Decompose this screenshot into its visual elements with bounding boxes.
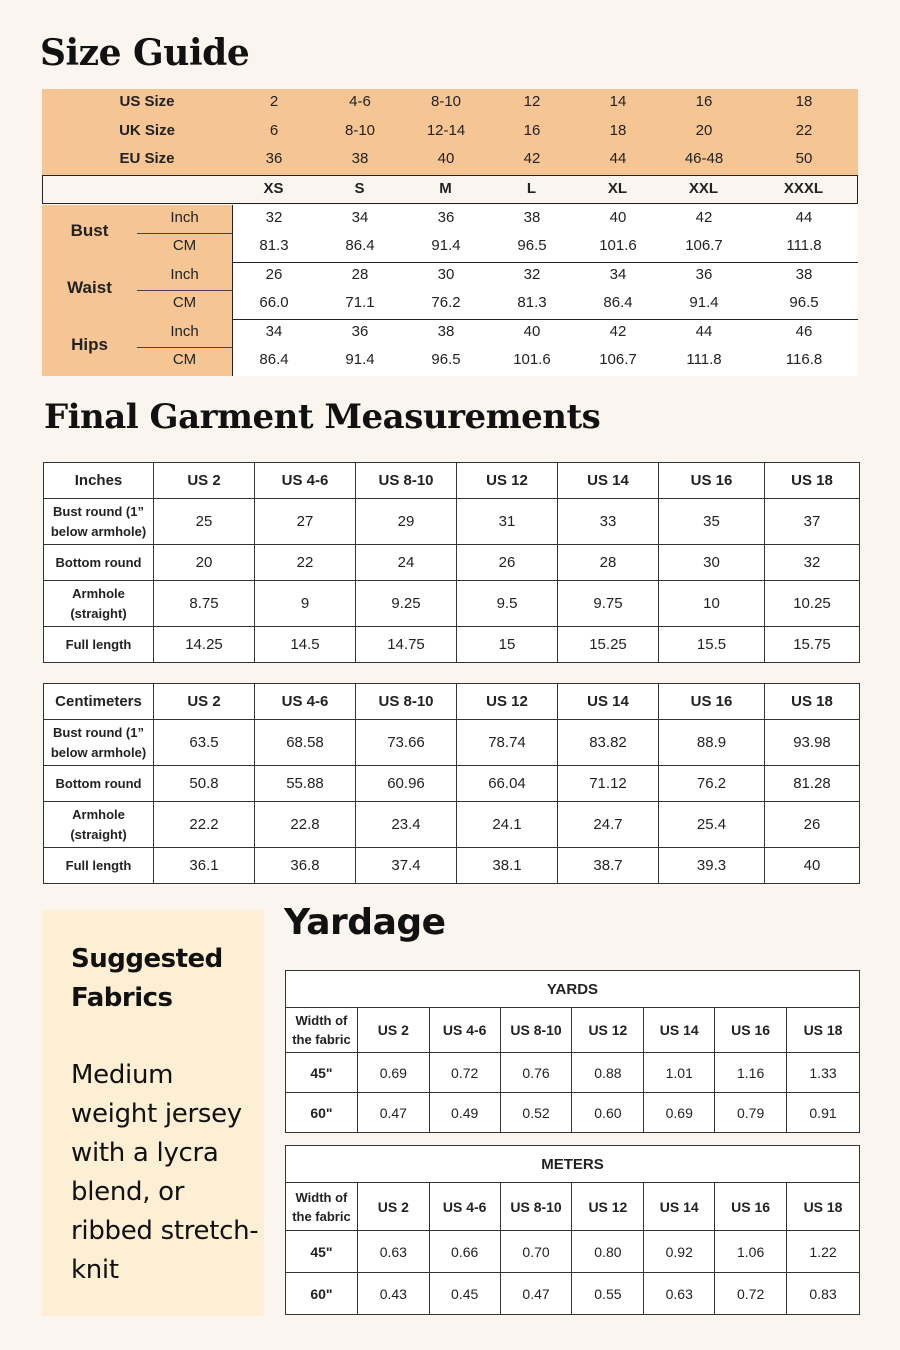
yardage-value: 0.80	[572, 1231, 644, 1273]
cm-value: 111.8	[686, 351, 722, 368]
measurement-value: 88.9	[659, 720, 765, 766]
width-of-fabric-header: Width of the fabric	[286, 1183, 358, 1231]
measurement-row	[44, 766, 860, 802]
measurement-value: 14.75	[356, 627, 457, 663]
size-column-header: US 2	[357, 1008, 429, 1053]
measurement-label: Bottom round	[44, 545, 154, 581]
measurement-value: 73.66	[356, 720, 457, 766]
measurement-value: 30	[659, 545, 765, 581]
measurement-value: 14.5	[255, 627, 356, 663]
caption-row	[286, 1146, 860, 1183]
unit-cm-label: CM	[172, 237, 197, 254]
measurement-value: 81.28	[765, 766, 860, 802]
unit-inch-label: Inch	[170, 266, 199, 283]
cm-value: 111.8	[786, 237, 822, 254]
yardage-value: 0.83	[787, 1273, 860, 1315]
centimeters-table	[43, 683, 860, 884]
cm-value: 91.4	[431, 237, 461, 254]
measurement-value: 9.5	[457, 581, 558, 627]
inch-value: 38	[523, 209, 541, 226]
size-conversion-row	[42, 93, 858, 117]
size-conversion-row	[42, 122, 858, 146]
size-column-header: US 4-6	[429, 1183, 500, 1231]
measurement-value: 22	[255, 545, 356, 581]
size-value: 44	[609, 150, 627, 167]
fabric-width-row	[286, 1273, 860, 1315]
measurement-value: 26	[765, 802, 860, 848]
size-column-header: US 16	[715, 1183, 787, 1231]
size-value: 14	[609, 93, 627, 110]
size-column-header: US 8-10	[500, 1183, 572, 1231]
size-column-header: US 18	[787, 1183, 860, 1231]
unit-cm-label: CM	[172, 294, 197, 311]
inch-value: 32	[265, 209, 283, 226]
measurement-value: 25	[154, 499, 255, 545]
yardage-value: 1.01	[644, 1053, 715, 1093]
unit-inch-label: Inch	[170, 323, 199, 340]
measurement-value: 25.4	[659, 802, 765, 848]
measurement-value: 78.74	[457, 720, 558, 766]
size-column-header: US 18	[765, 463, 860, 499]
yardage-value: 0.47	[357, 1093, 429, 1133]
group-divider	[232, 262, 858, 263]
size-value: 22	[795, 121, 813, 139]
measurement-label: Bottom round	[44, 766, 154, 802]
table-caption: METERS	[286, 1146, 860, 1183]
measurement-value: 36.1	[154, 848, 255, 884]
measurement-value: 60.96	[356, 766, 457, 802]
fabric-width-row	[286, 1093, 860, 1133]
yardage-value: 0.72	[715, 1273, 787, 1315]
size-column-header: US 12	[572, 1008, 644, 1053]
inch-value: 38	[437, 323, 455, 340]
inch-value: 38	[795, 266, 813, 283]
cm-value: 101.6	[513, 351, 551, 368]
unit-header: Inches	[44, 463, 154, 499]
cm-value: 86.4	[259, 351, 289, 368]
inch-value: 44	[795, 209, 813, 226]
inch-value: 36	[437, 209, 455, 226]
size-column-header: US 16	[659, 684, 765, 720]
yardage-value: 0.91	[787, 1093, 860, 1133]
size-column-header: US 18	[765, 684, 860, 720]
measurement-value: 76.2	[659, 766, 765, 802]
measurement-value: 93.98	[765, 720, 860, 766]
unit-inch-label: Inch	[170, 209, 199, 226]
size-column-header: US 4-6	[255, 684, 356, 720]
letter-size-row	[42, 175, 858, 204]
yardage-value: 0.45	[429, 1273, 500, 1315]
yardage-value: 1.16	[715, 1053, 787, 1093]
measurement-row	[44, 627, 860, 663]
inch-value: 42	[695, 209, 713, 226]
measurement-value: 40	[765, 848, 860, 884]
measurement-row	[44, 581, 860, 627]
measurement-value: 66.04	[457, 766, 558, 802]
measurement-value: 15	[457, 627, 558, 663]
size-value: 38	[351, 150, 369, 167]
final-measurements-title: Final Garment Measurements	[44, 397, 601, 437]
size-column-header: US 4-6	[429, 1008, 500, 1053]
measurement-value: 50.8	[154, 766, 255, 802]
yardage-value: 0.72	[429, 1053, 500, 1093]
inch-value: 34	[609, 266, 627, 283]
measurement-value: 38.1	[457, 848, 558, 884]
cm-value: 86.4	[345, 237, 375, 254]
fabric-width-label: 45"	[286, 1231, 358, 1273]
yardage-title: Yardage	[284, 902, 446, 943]
measurement-value: 55.88	[255, 766, 356, 802]
yards-table	[285, 970, 860, 1133]
cm-value: 101.6	[599, 237, 637, 254]
cm-value: 91.4	[689, 294, 719, 311]
size-value: 16	[523, 121, 541, 139]
yardage-value: 0.69	[644, 1093, 715, 1133]
size-column-header: US 8-10	[356, 684, 457, 720]
measurement-group-hips	[42, 319, 858, 376]
measurement-label: Bust round (1” below armhole)	[44, 499, 154, 545]
fabric-width-row	[286, 1231, 860, 1273]
measurement-value: 29	[356, 499, 457, 545]
measurement-value: 24.7	[558, 802, 659, 848]
measurement-value: 14.25	[154, 627, 255, 663]
measurement-row	[44, 720, 860, 766]
unit-divider	[137, 233, 232, 234]
inch-value: 34	[351, 209, 369, 226]
yardage-value: 0.60	[572, 1093, 644, 1133]
yardage-value: 0.52	[500, 1093, 572, 1133]
size-value: 50	[795, 150, 813, 167]
cm-value: 106.7	[685, 237, 723, 254]
size-region-label: EU Size	[119, 150, 175, 167]
header-row	[44, 463, 860, 499]
measurement-value: 31	[457, 499, 558, 545]
measurement-value: 68.58	[255, 720, 356, 766]
fabric-width-row	[286, 1053, 860, 1093]
measurement-row	[44, 545, 860, 581]
size-column-header: US 16	[715, 1008, 787, 1053]
letter-size: L	[526, 180, 537, 197]
measurement-value: 63.5	[154, 720, 255, 766]
yardage-value: 1.33	[787, 1053, 860, 1093]
size-value: 18	[609, 121, 627, 139]
yardage-value: 0.92	[644, 1231, 715, 1273]
measurement-value: 26	[457, 545, 558, 581]
measurement-value: 28	[558, 545, 659, 581]
size-column-header: US 8-10	[356, 463, 457, 499]
measurement-value: 39.3	[659, 848, 765, 884]
measurement-value: 27	[255, 499, 356, 545]
size-column-header: US 12	[572, 1183, 644, 1231]
inch-value: 28	[351, 266, 369, 283]
size-value: 8-10	[430, 93, 462, 110]
inch-value: 30	[437, 266, 455, 283]
inch-value: 26	[265, 266, 283, 283]
unit-divider	[137, 347, 232, 348]
cm-value: 81.3	[259, 237, 289, 254]
size-value: 6	[269, 121, 279, 139]
yardage-value: 0.88	[572, 1053, 644, 1093]
measurement-name: Hips	[71, 335, 108, 354]
unit-cm-label: CM	[172, 351, 197, 368]
measurement-name: Bust	[70, 221, 109, 240]
inches-table	[43, 462, 860, 663]
cm-value: 86.4	[603, 294, 633, 311]
unit-header: Centimeters	[44, 684, 154, 720]
cm-value: 71.1	[345, 294, 375, 311]
measurement-value: 32	[765, 545, 860, 581]
size-column-header: US 14	[558, 463, 659, 499]
letter-size: XL	[607, 180, 628, 197]
yardage-value: 0.47	[500, 1273, 572, 1315]
measurement-value: 15.5	[659, 627, 765, 663]
cm-value: 106.7	[599, 351, 637, 368]
measurement-value: 22.8	[255, 802, 356, 848]
measurement-value: 15.75	[765, 627, 860, 663]
measurement-value: 37.4	[356, 848, 457, 884]
size-value: 12	[523, 93, 541, 110]
size-column-header: US 4-6	[255, 463, 356, 499]
measurement-label: Full length	[44, 848, 154, 884]
size-value: 8-10	[344, 121, 376, 139]
measurement-group-waist	[42, 262, 858, 319]
inch-value: 40	[523, 323, 541, 340]
size-column-header: US 12	[457, 463, 558, 499]
measurement-value: 15.25	[558, 627, 659, 663]
width-of-fabric-header: Width of the fabric	[286, 1008, 358, 1053]
measurement-value: 23.4	[356, 802, 457, 848]
header-row	[286, 1183, 860, 1231]
cm-value: 96.5	[789, 294, 819, 311]
cm-value: 96.5	[431, 351, 461, 368]
letter-size: XS	[263, 180, 284, 197]
meters-table	[285, 1145, 860, 1315]
size-value: 18	[795, 93, 813, 110]
table-caption: YARDS	[286, 971, 860, 1008]
cm-value: 116.8	[785, 351, 823, 368]
size-column-header: US 16	[659, 463, 765, 499]
measurement-label: Armhole (straight)	[44, 802, 154, 848]
yardage-value: 0.66	[429, 1231, 500, 1273]
suggested-fabrics-card	[42, 910, 264, 1316]
size-column-header: US 18	[787, 1008, 860, 1053]
measurement-row	[44, 499, 860, 545]
yardage-value: 1.22	[787, 1231, 860, 1273]
measurement-label: Armhole (straight)	[44, 581, 154, 627]
measurement-value: 24	[356, 545, 457, 581]
measurement-value: 22.2	[154, 802, 255, 848]
inch-value: 34	[265, 323, 283, 340]
suggested-fabrics-description: Medium weight jersey with a lycra blend, or ribbed stretch-knit	[71, 1060, 259, 1285]
measurement-group-bust	[42, 205, 858, 262]
cm-value: 96.5	[517, 237, 547, 254]
measurement-value: 33	[558, 499, 659, 545]
inch-value: 32	[523, 266, 541, 283]
cm-value: 81.3	[517, 294, 547, 311]
yardage-value: 0.63	[644, 1273, 715, 1315]
measurement-value: 71.12	[558, 766, 659, 802]
letter-size: XXL	[688, 180, 719, 197]
inch-value: 36	[695, 266, 713, 283]
cm-value: 76.2	[431, 294, 461, 311]
yardage-value: 0.63	[357, 1231, 429, 1273]
caption-row	[286, 971, 860, 1008]
inch-value: 36	[351, 323, 369, 340]
size-column-header: US 2	[154, 463, 255, 499]
fabric-width-label: 45"	[286, 1053, 358, 1093]
measurement-value: 37	[765, 499, 860, 545]
size-guide-table	[42, 89, 858, 375]
yardage-value: 0.70	[500, 1231, 572, 1273]
inch-value: 42	[609, 323, 627, 340]
cm-value: 91.4	[345, 351, 375, 368]
size-guide-title: Size Guide	[40, 32, 250, 74]
measurement-value: 9.25	[356, 581, 457, 627]
size-value: 16	[695, 93, 713, 110]
measurement-value: 10	[659, 581, 765, 627]
inch-value: 44	[695, 323, 713, 340]
size-column-header: US 2	[357, 1183, 429, 1231]
size-value: 20	[695, 121, 713, 139]
fabric-width-label: 60"	[286, 1273, 358, 1315]
measurement-value: 24.1	[457, 802, 558, 848]
header-row	[286, 1008, 860, 1053]
size-conversion-row	[42, 150, 858, 174]
header-row	[44, 684, 860, 720]
inch-value: 46	[795, 323, 813, 340]
size-value: 40	[437, 150, 455, 167]
yardage-value: 0.43	[357, 1273, 429, 1315]
measurement-value: 9.75	[558, 581, 659, 627]
size-column-header: US 12	[457, 684, 558, 720]
yardage-value: 0.76	[500, 1053, 572, 1093]
measurement-row	[44, 848, 860, 884]
yardage-value: 0.69	[357, 1053, 429, 1093]
measurement-name: Waist	[67, 278, 112, 297]
size-value: 46-48	[684, 150, 724, 167]
fabric-width-label: 60"	[286, 1093, 358, 1133]
size-value: 42	[523, 150, 541, 167]
suggested-fabrics-title: Suggested Fabrics	[71, 944, 223, 1013]
measurement-value: 35	[659, 499, 765, 545]
size-region-label: US Size	[119, 93, 175, 110]
letter-size: XXXL	[783, 180, 824, 197]
size-value: 2	[269, 93, 279, 110]
measurement-value: 10.25	[765, 581, 860, 627]
cm-value: 66.0	[259, 294, 289, 311]
size-column-header: US 8-10	[500, 1008, 572, 1053]
size-column-header: US 14	[644, 1008, 715, 1053]
measurement-row	[44, 802, 860, 848]
inch-value: 40	[609, 209, 627, 226]
measurement-value: 36.8	[255, 848, 356, 884]
group-divider	[232, 319, 858, 320]
letter-size: S	[354, 180, 365, 197]
letter-size: M	[439, 180, 452, 197]
size-column-header: US 2	[154, 684, 255, 720]
size-value: 36	[265, 150, 283, 167]
measurement-value: 20	[154, 545, 255, 581]
measurement-label: Full length	[44, 627, 154, 663]
measurement-value: 83.82	[558, 720, 659, 766]
measurement-value: 38.7	[558, 848, 659, 884]
unit-divider	[137, 290, 232, 291]
measurement-value: 9	[255, 581, 356, 627]
yardage-value: 0.79	[715, 1093, 787, 1133]
yardage-value: 0.49	[429, 1093, 500, 1133]
size-region-label: UK Size	[119, 121, 175, 139]
size-value: 4-6	[349, 93, 371, 110]
size-column-header: US 14	[558, 684, 659, 720]
yardage-value: 1.06	[715, 1231, 787, 1273]
size-value: 12-14	[426, 121, 466, 139]
measurement-value: 8.75	[154, 581, 255, 627]
measurement-label: Bust round (1” below armhole)	[44, 720, 154, 766]
size-column-header: US 14	[644, 1183, 715, 1231]
yardage-value: 0.55	[572, 1273, 644, 1315]
